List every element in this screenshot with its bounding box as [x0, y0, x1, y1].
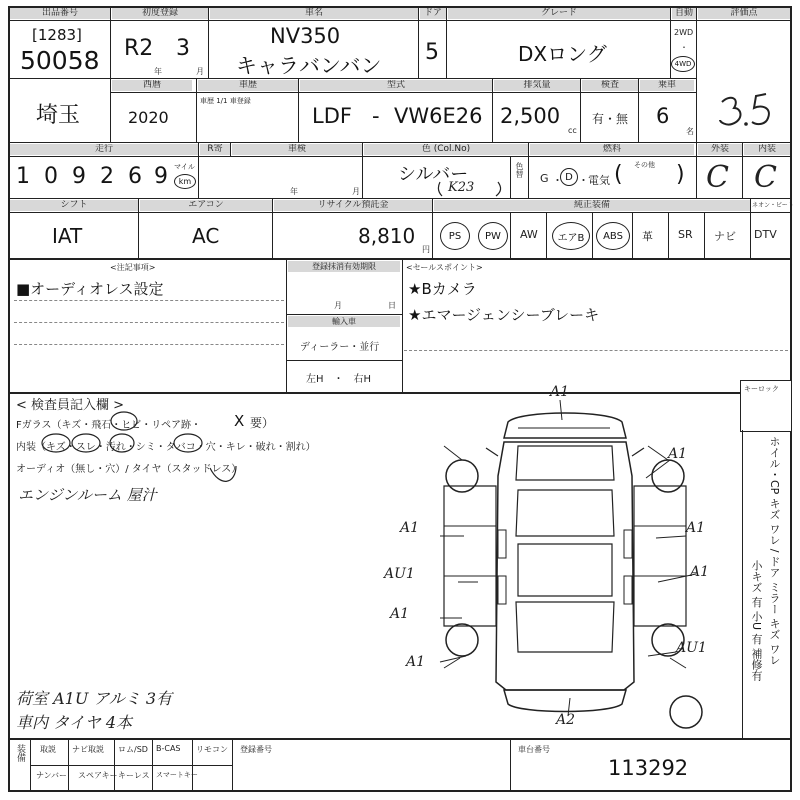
- reg-month-unit: 月: [196, 67, 204, 76]
- displacement-value: 2,500: [500, 104, 561, 128]
- damage-right-upper: A1: [686, 520, 706, 536]
- shift-value: IAT: [52, 224, 83, 248]
- damage-left-upper: A1: [400, 520, 420, 536]
- inspector-hand-1: エンジンルーム 屋汁: [18, 486, 157, 504]
- hdr-lot: 出品番号: [10, 8, 110, 19]
- bottom-label-1: 取説: [40, 745, 56, 754]
- mileage-unit-km: km: [174, 174, 196, 189]
- sales-header: <セールスポイント>: [406, 263, 483, 272]
- hdr-aircon: エアコン: [140, 200, 272, 211]
- lot-number: 50058: [20, 46, 100, 75]
- inspector-glass: Fガラス（キズ・飛石・ヒビ・リペア跡・: [16, 420, 202, 431]
- recycle-value: 8,810: [358, 224, 416, 248]
- equip-pw: PW: [478, 222, 508, 250]
- hdr-color: 色 (Col.No): [364, 144, 528, 155]
- wheel-rl: [446, 624, 478, 656]
- equip-navi: ナビ: [714, 230, 736, 243]
- model-code: VW6E26: [394, 104, 483, 128]
- hdr-mileage: 走行: [10, 144, 198, 155]
- bottom-label-5: リモコン: [196, 745, 228, 754]
- bottom-label-8: キーレス: [118, 771, 150, 780]
- fuel-dot: ・: [552, 174, 563, 187]
- drive-options-label: ネオン・ビート: [752, 202, 794, 209]
- equip-abs: ABS: [596, 222, 630, 250]
- windshield: [516, 490, 614, 536]
- hdr-reg-expiry: 登録抹消有効期限: [288, 261, 400, 272]
- fuel-electric: 電気: [588, 174, 610, 187]
- inspector-audio: オーディオ（無し・穴）/ タイヤ（スタッドレス）: [16, 464, 242, 475]
- hdr-year: 西暦: [112, 80, 192, 91]
- prefecture: 埼玉: [36, 103, 81, 128]
- hdr-grade: グレード: [448, 8, 670, 19]
- hdr-equipment: 純正装備: [434, 200, 750, 211]
- displacement-unit: cc: [568, 126, 577, 135]
- hdr-reg: 車歴: [198, 80, 298, 91]
- hdr-import: 輸入車: [288, 316, 400, 327]
- damage-left-mid: AU1: [384, 566, 415, 582]
- hdr-doors: ドア: [420, 8, 446, 19]
- hdr-shift: シフト: [10, 200, 138, 211]
- fuel-paren-close: ): [676, 162, 685, 187]
- notes-header: <注記事項>: [110, 263, 156, 272]
- wheel-legend-1: ホイル・CP キズ ワレ / ドア ミラー キズ ワレ: [768, 436, 781, 666]
- fuel-other: その他: [634, 161, 655, 169]
- car-name-line2: キャラバンバン: [236, 54, 382, 78]
- hdr-displacement: 排気量: [494, 80, 580, 91]
- hdr-car-name: 車名: [210, 8, 418, 19]
- color-name: シルバー: [398, 164, 469, 185]
- bottom-side-label: 装備: [15, 744, 25, 762]
- chassis-label: 車台番号: [518, 745, 550, 754]
- mileage-digit-1: 1: [16, 164, 30, 189]
- fuel-d-circled: D: [560, 168, 578, 186]
- score-handwritten: [700, 84, 790, 140]
- mileage-digit-4: 2: [100, 164, 114, 189]
- fuel-g: G: [540, 172, 549, 185]
- bottom-label-9: スマートキー: [156, 771, 198, 779]
- damage-front-right: A1: [668, 446, 688, 462]
- front-bumper: [504, 413, 626, 438]
- drive-dot: ・: [680, 43, 688, 52]
- inspector-hand-3: 車内 タイヤ 4本: [16, 713, 133, 732]
- model-dash: -: [372, 104, 380, 128]
- hdr-model: 型式: [300, 80, 492, 91]
- model-year: 2020: [128, 108, 169, 127]
- insp-expiry-year: 年: [290, 187, 298, 196]
- damage-left-bottom: A1: [406, 654, 426, 670]
- inspector-header: < 検査員記入欄 >: [16, 398, 125, 413]
- grade-value: DXロング: [518, 42, 607, 66]
- damage-left-lower: A1: [390, 606, 410, 622]
- wheel-fl: [446, 460, 478, 492]
- reg-month: 3: [176, 36, 190, 61]
- aircon-value: AC: [192, 224, 220, 248]
- fuel-dot2: ・: [578, 174, 589, 187]
- damage-right-lower: AU1: [676, 640, 707, 656]
- exterior-grade: C: [706, 160, 729, 195]
- reg-year-unit: 年: [154, 67, 162, 76]
- reg-expiry-day: 日: [388, 301, 396, 310]
- car-diagram: [400, 386, 740, 738]
- damage-right-mid: A1: [690, 564, 710, 580]
- import-steering: 左H ・ 右H: [306, 374, 372, 385]
- mileage-unit-mile: マイル: [174, 163, 195, 171]
- reg-history-note: 車歴 1/1 車登録: [200, 97, 251, 105]
- import-dealer: ディーラー・並行: [300, 342, 380, 353]
- hdr-recycle: リサイクル預託金: [274, 200, 432, 211]
- equip-airbag: エアB: [552, 222, 590, 250]
- hdr-exterior: 外装: [698, 144, 742, 155]
- rear-bumper: [504, 690, 626, 712]
- lot-number-sub: [1283]: [32, 26, 82, 44]
- chassis-number: 113292: [608, 756, 689, 780]
- bottom-label-3: ロム/SD: [118, 745, 148, 754]
- damage-rear: A2: [556, 712, 576, 728]
- reg-expiry-month: 月: [334, 301, 342, 310]
- hdr-tax: R寄: [200, 144, 230, 155]
- doors-value: 5: [425, 40, 439, 65]
- inspection-value: 有・無: [592, 112, 629, 126]
- reg-era: R2: [124, 36, 154, 61]
- car-body: [496, 442, 634, 690]
- hdr-drive: 自動: [672, 8, 696, 19]
- hdr-first-reg: 初度登録: [112, 8, 208, 19]
- sales-point-2: ★エマージェンシーブレーキ: [408, 306, 600, 324]
- hdr-inspection: 検査: [582, 80, 638, 91]
- notes-item-1: ■オーディオレス設定: [16, 280, 164, 298]
- hdr-insp-expiry: 車検: [232, 144, 362, 155]
- fuel-paren-open: (: [614, 162, 623, 187]
- sales-point-1: ★Bカメラ: [408, 280, 477, 298]
- roof: [518, 544, 612, 596]
- mileage-digit-5: 6: [128, 164, 142, 189]
- drive-4wd: 4WD: [674, 60, 692, 68]
- equip-sr: SR: [678, 228, 693, 241]
- hdr-score: 評価点: [698, 8, 790, 19]
- equip-dtv: DTV: [754, 228, 777, 241]
- mileage-digit-3: 9: [72, 164, 86, 189]
- wheel-spare: [670, 696, 702, 728]
- hdr-seats: 乗車: [640, 80, 694, 91]
- color-code-bracket: [436, 180, 506, 198]
- color-code: K23: [448, 180, 475, 195]
- inspector-glass-x: X: [234, 412, 245, 430]
- equip-leather: 革: [642, 230, 653, 243]
- keylock-label: キーロック: [744, 385, 779, 393]
- recycle-unit: 円: [422, 245, 430, 254]
- seats-unit: 名: [686, 127, 694, 136]
- hdr-fuel: 燃料: [530, 144, 694, 155]
- wheel-fr: [652, 460, 684, 492]
- color-side-label: 色替: [515, 162, 524, 178]
- inspector-glass-req: 要）: [250, 416, 275, 430]
- bottom-label-2: ナビ取説: [72, 745, 104, 754]
- bottom-label-4: B-CAS: [156, 744, 181, 753]
- mileage-digit-6: 9: [154, 164, 168, 189]
- seats-value: 6: [656, 104, 670, 128]
- bottom-label-7: スペアキー: [78, 771, 118, 780]
- mileage-digit-2: 0: [44, 164, 58, 189]
- equip-aw: AW: [520, 228, 538, 241]
- inspector-hand-2: 荷室 A1U アルミ 3有: [16, 689, 173, 708]
- bottom-label-6: ナンバー: [36, 771, 68, 780]
- inspector-interior: 内装（キズ・スレ・汚れ・シミ・タバコ・穴・キレ・破れ・割れ）: [16, 442, 316, 453]
- hdr-interior: 内装: [744, 144, 790, 155]
- damage-front: A1: [550, 384, 570, 400]
- equip-ps: PS: [440, 222, 470, 250]
- owner-label: 登録番号: [240, 745, 272, 754]
- wheel-legend-2: 小キズ 有 小U 有 補修有: [750, 560, 763, 682]
- interior-grade: C: [754, 160, 777, 195]
- insp-expiry-month: 月: [352, 187, 360, 196]
- model-prefix: LDF: [312, 104, 352, 128]
- drive-2wd: 2WD: [674, 28, 694, 37]
- drive-4wd-circled: [671, 56, 695, 72]
- car-name-line1: NV350: [270, 24, 341, 48]
